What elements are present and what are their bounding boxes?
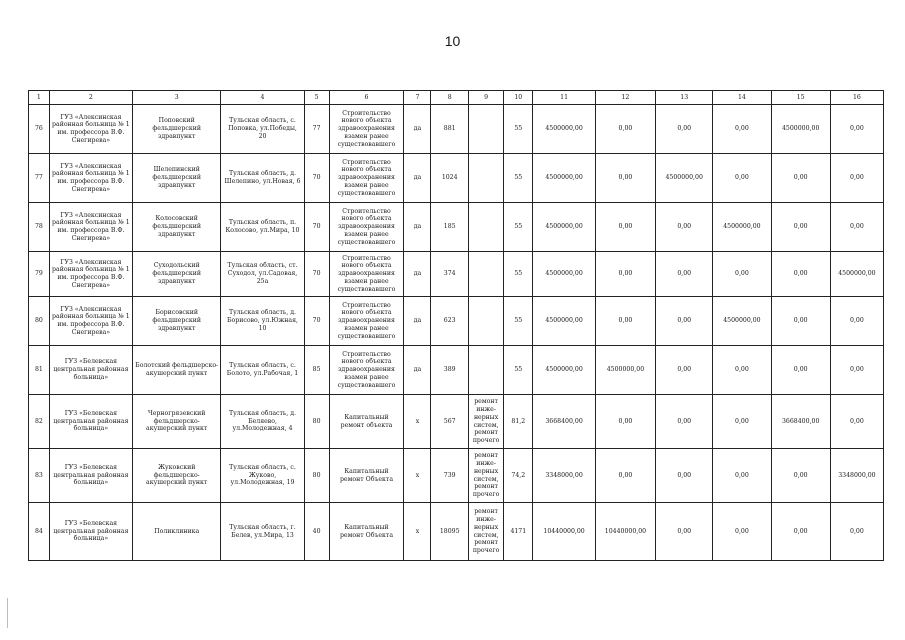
- wear-percent-cell: 85: [304, 346, 329, 395]
- readiness-cell: 55: [504, 154, 533, 203]
- object-name-cell: Шелепинский фельдшерский здравпункт: [133, 154, 221, 203]
- cost-year-5-cell: 0,00: [830, 297, 883, 346]
- readiness-cell: 55: [504, 346, 533, 395]
- work-type-cell: Капитальный ремонт Объекта: [329, 503, 404, 561]
- flag-cell: да: [404, 105, 431, 154]
- header-cell: 11: [533, 91, 595, 105]
- table-row: [29, 105, 884, 154]
- header-cell: 14: [713, 91, 771, 105]
- cost-year-1-cell: 0,00: [595, 154, 655, 203]
- area-cell: 18095: [431, 503, 468, 561]
- institution-cell: ГУЗ «Алексинская районная больница № 1 им. профессора В.Ф. Снегирева»: [49, 154, 132, 203]
- area-cell: 881: [431, 105, 468, 154]
- cost-year-2-cell: 4500000,00: [656, 154, 713, 203]
- header-cell: 4: [221, 91, 304, 105]
- row-number-cell: 77: [29, 154, 50, 203]
- work-type-cell: Строительство нового объекта здравоохранения взамен ранее существовавшего: [329, 297, 404, 346]
- scan-mark: [7, 598, 8, 628]
- cost-year-5-cell: 0,00: [830, 395, 883, 449]
- cost-year-5-cell: 0,00: [830, 503, 883, 561]
- object-name-cell: Жуковский фельдшерско-акушерский пункт: [133, 449, 221, 503]
- area-cell: 1024: [431, 154, 468, 203]
- flag-cell: да: [404, 154, 431, 203]
- row-number-cell: 80: [29, 297, 50, 346]
- header-cell: 5: [304, 91, 329, 105]
- flag-cell: да: [404, 297, 431, 346]
- cost-year-1-cell: 0,00: [595, 203, 655, 252]
- row-number-cell: 81: [29, 346, 50, 395]
- readiness-cell: 55: [504, 252, 533, 297]
- header-cell: 15: [771, 91, 830, 105]
- flag-cell: х: [404, 503, 431, 561]
- total-cost-cell: 4500000,00: [533, 297, 595, 346]
- cost-year-4-cell: 0,00: [771, 346, 830, 395]
- cost-year-2-cell: 0,00: [656, 449, 713, 503]
- cost-year-3-cell: 0,00: [713, 105, 771, 154]
- header-cell: 2: [49, 91, 132, 105]
- table-row: [29, 503, 884, 561]
- total-cost-cell: 4500000,00: [533, 203, 595, 252]
- area-cell: 185: [431, 203, 468, 252]
- cost-year-4-cell: 3668400,00: [771, 395, 830, 449]
- object-name-cell: Суходольский фельдшерский здравпункт: [133, 252, 221, 297]
- cost-year-3-cell: 0,00: [713, 395, 771, 449]
- readiness-cell: 81,2: [504, 395, 533, 449]
- address-cell: Тульская область, ст. Суходол, ул.Садовая, 25а: [221, 252, 304, 297]
- address-cell: Тульская область, д. Борисово, ул.Южная, 10: [221, 297, 304, 346]
- cost-year-1-cell: 4500000,00: [595, 346, 655, 395]
- repair-type-cell: [468, 105, 503, 154]
- work-type-cell: Капитальный ремонт объекта: [329, 395, 404, 449]
- area-cell: 374: [431, 252, 468, 297]
- header-cell: 7: [404, 91, 431, 105]
- wear-percent-cell: 70: [304, 203, 329, 252]
- row-number-cell: 84: [29, 503, 50, 561]
- object-name-cell: Колосовский фельдшерский здравпункт: [133, 203, 221, 252]
- table-row: [29, 449, 884, 503]
- work-type-cell: Строительство нового объекта здравоохранения взамен ранее существовавшего: [329, 154, 404, 203]
- address-cell: Тульская область, с. Болото, ул.Рабочая, 1: [221, 346, 304, 395]
- cost-year-3-cell: 0,00: [713, 154, 771, 203]
- object-name-cell: Поповский фельдшерский здравпункт: [133, 105, 221, 154]
- cost-year-4-cell: 4500000,00: [771, 105, 830, 154]
- institution-cell: ГУЗ «Белевская центральная районная больница»: [49, 449, 132, 503]
- total-cost-cell: 4500000,00: [533, 346, 595, 395]
- cost-year-4-cell: 0,00: [771, 252, 830, 297]
- repair-type-cell: [468, 252, 503, 297]
- readiness-cell: 74,2: [504, 449, 533, 503]
- table-row: [29, 154, 884, 203]
- row-number-cell: 82: [29, 395, 50, 449]
- cost-year-1-cell: 0,00: [595, 252, 655, 297]
- cost-year-3-cell: 4500000,00: [713, 297, 771, 346]
- area-cell: 623: [431, 297, 468, 346]
- area-cell: 389: [431, 346, 468, 395]
- cost-year-2-cell: 0,00: [656, 252, 713, 297]
- header-cell: 12: [595, 91, 655, 105]
- wear-percent-cell: 70: [304, 297, 329, 346]
- work-type-cell: Строительство нового объекта здравоохранения взамен ранее существовавшего: [329, 105, 404, 154]
- repair-type-cell: [468, 154, 503, 203]
- cost-year-2-cell: 0,00: [656, 105, 713, 154]
- cost-year-2-cell: 0,00: [656, 297, 713, 346]
- page-number: 10: [444, 33, 461, 49]
- address-cell: Тульская область, п. Колосово, ул.Мира, 10: [221, 203, 304, 252]
- cost-year-2-cell: 0,00: [656, 203, 713, 252]
- header-cell: 10: [504, 91, 533, 105]
- cost-year-4-cell: 0,00: [771, 154, 830, 203]
- flag-cell: х: [404, 449, 431, 503]
- object-name-cell: Болотский фельдшерско-акушерский пункт: [133, 346, 221, 395]
- cost-year-1-cell: 0,00: [595, 395, 655, 449]
- cost-year-5-cell: 3348000,00: [830, 449, 883, 503]
- address-cell: Тульская область, д. Шелепино, ул.Новая, 6: [221, 154, 304, 203]
- cost-year-5-cell: 0,00: [830, 346, 883, 395]
- cost-year-1-cell: 0,00: [595, 105, 655, 154]
- cost-year-5-cell: 4500000,00: [830, 252, 883, 297]
- row-number-cell: 76: [29, 105, 50, 154]
- cost-year-4-cell: 0,00: [771, 503, 830, 561]
- address-cell: Тульская область, д. Беляево, ул.Молодежная, 4: [221, 395, 304, 449]
- table-row: [29, 203, 884, 252]
- header-cell: 8: [431, 91, 468, 105]
- cost-year-4-cell: 0,00: [771, 203, 830, 252]
- cost-year-3-cell: 4500000,00: [713, 203, 771, 252]
- wear-percent-cell: 40: [304, 503, 329, 561]
- institution-cell: ГУЗ «Алексинская районная больница № 1 им. профессора В.Ф. Снегирева»: [49, 203, 132, 252]
- repair-type-cell: [468, 203, 503, 252]
- header-cell: 9: [468, 91, 503, 105]
- header-cell: 16: [830, 91, 883, 105]
- institution-cell: ГУЗ «Алексинская районная больница № 1 им. профессора В.Ф. Снегирева»: [49, 105, 132, 154]
- readiness-cell: 4171: [504, 503, 533, 561]
- address-cell: Тульская область, с. Поповка, ул.Победы, 20: [221, 105, 304, 154]
- total-cost-cell: 3348000,00: [533, 449, 595, 503]
- cost-year-2-cell: 0,00: [656, 346, 713, 395]
- table-row: [29, 346, 884, 395]
- cost-year-5-cell: 0,00: [830, 105, 883, 154]
- cost-year-3-cell: 0,00: [713, 252, 771, 297]
- cost-year-1-cell: 10440000,00: [595, 503, 655, 561]
- flag-cell: да: [404, 203, 431, 252]
- work-type-cell: Строительство нового объекта здравоохранения взамен ранее существовавшего: [329, 252, 404, 297]
- repair-type-cell: ремонт инже-нерных систем, ремонт прочего: [468, 395, 503, 449]
- header-cell: 6: [329, 91, 404, 105]
- total-cost-cell: 10440000,00: [533, 503, 595, 561]
- flag-cell: да: [404, 252, 431, 297]
- institution-cell: ГУЗ «Белевская центральная районная больница»: [49, 346, 132, 395]
- header-row: [29, 91, 884, 105]
- work-type-cell: Капитальный ремонт Объекта: [329, 449, 404, 503]
- repair-type-cell: [468, 297, 503, 346]
- readiness-cell: 55: [504, 105, 533, 154]
- row-number-cell: 78: [29, 203, 50, 252]
- table-row: [29, 252, 884, 297]
- wear-percent-cell: 80: [304, 449, 329, 503]
- cost-year-4-cell: 0,00: [771, 297, 830, 346]
- cost-year-4-cell: 0,00: [771, 449, 830, 503]
- wear-percent-cell: 70: [304, 154, 329, 203]
- header-cell: 1: [29, 91, 50, 105]
- institution-cell: ГУЗ «Белевская центральная районная больница»: [49, 503, 132, 561]
- object-name-cell: Черногрязевский фельдшерско-акушерский пункт: [133, 395, 221, 449]
- cost-year-3-cell: 0,00: [713, 503, 771, 561]
- row-number-cell: 83: [29, 449, 50, 503]
- wear-percent-cell: 80: [304, 395, 329, 449]
- work-type-cell: Строительство нового объекта здравоохранения взамен ранее существовавшего: [329, 203, 404, 252]
- area-cell: 567: [431, 395, 468, 449]
- cost-year-1-cell: 0,00: [595, 297, 655, 346]
- wear-percent-cell: 70: [304, 252, 329, 297]
- cost-year-2-cell: 0,00: [656, 503, 713, 561]
- cost-year-3-cell: 0,00: [713, 346, 771, 395]
- area-cell: 739: [431, 449, 468, 503]
- cost-year-3-cell: 0,00: [713, 449, 771, 503]
- readiness-cell: 55: [504, 203, 533, 252]
- cost-year-2-cell: 0,00: [656, 395, 713, 449]
- address-cell: Тульская область, с. Жуково, ул.Молодежная, 19: [221, 449, 304, 503]
- object-name-cell: Борисовский фельдшерский здравпункт: [133, 297, 221, 346]
- object-name-cell: Поликлиника: [133, 503, 221, 561]
- work-type-cell: Строительство нового объекта здравоохранения взамен ранее существовавшего: [329, 346, 404, 395]
- total-cost-cell: 4500000,00: [533, 154, 595, 203]
- readiness-cell: 55: [504, 297, 533, 346]
- institution-cell: ГУЗ «Алексинская районная больница № 1 им. профессора В.Ф. Снегирева»: [49, 252, 132, 297]
- address-cell: Тульская область, г. Белев, ул.Мира, 13: [221, 503, 304, 561]
- flag-cell: х: [404, 395, 431, 449]
- cost-year-1-cell: 0,00: [595, 449, 655, 503]
- cost-year-5-cell: 0,00: [830, 203, 883, 252]
- total-cost-cell: 4500000,00: [533, 105, 595, 154]
- table-row: [29, 395, 884, 449]
- flag-cell: да: [404, 346, 431, 395]
- repair-type-cell: ремонт инже-нерных систем, ремонт прочего: [468, 503, 503, 561]
- object-table: [28, 90, 884, 561]
- institution-cell: ГУЗ «Алексинская районная больница № 1 им. профессора В.Ф. Снегирева»: [49, 297, 132, 346]
- header-cell: 13: [656, 91, 713, 105]
- repair-type-cell: [468, 346, 503, 395]
- row-number-cell: 79: [29, 252, 50, 297]
- total-cost-cell: 4500000,00: [533, 252, 595, 297]
- institution-cell: ГУЗ «Белевская центральная районная больница»: [49, 395, 132, 449]
- table-row: [29, 297, 884, 346]
- header-cell: 3: [133, 91, 221, 105]
- cost-year-5-cell: 0,00: [830, 154, 883, 203]
- wear-percent-cell: 77: [304, 105, 329, 154]
- total-cost-cell: 3668400,00: [533, 395, 595, 449]
- repair-type-cell: ремонт инже-нерных систем, ремонт прочего: [468, 449, 503, 503]
